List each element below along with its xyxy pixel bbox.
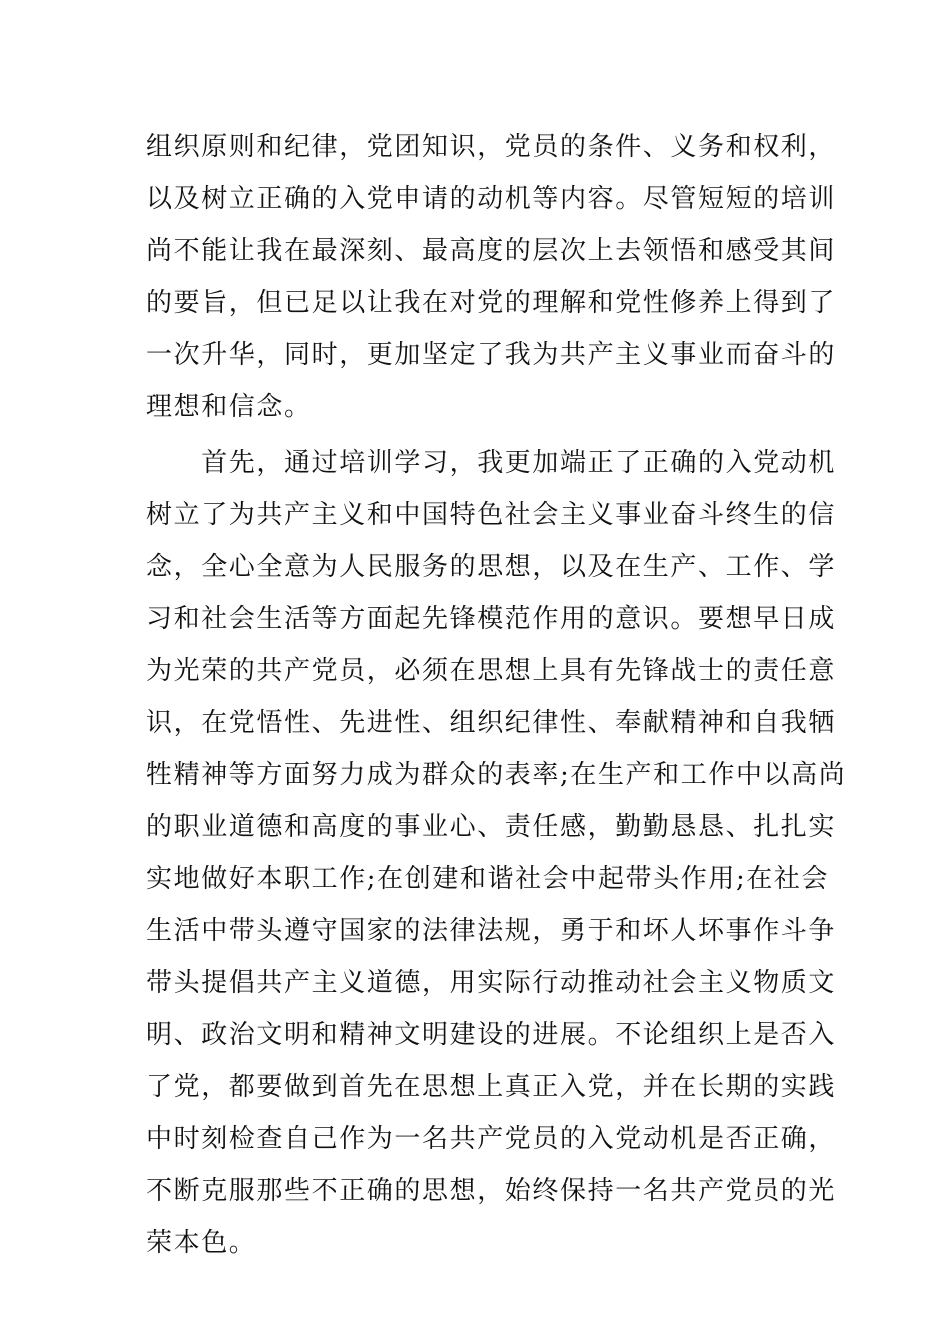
text-line: 明、政治文明和精神文明建设的进展。不论组织上是否入 bbox=[146, 1020, 837, 1050]
document-body bbox=[146, 121, 847, 1269]
text-line: 带头提倡共产主义道德，用实际行动推动社会主义物质文 bbox=[146, 968, 837, 998]
text-line: 牲精神等方面努力成为群众的表率;在生产和工作中以高尚 bbox=[146, 760, 847, 790]
paragraph-2 bbox=[146, 437, 847, 1269]
text-line: 荣本色。 bbox=[146, 1228, 257, 1258]
text-line: 识，在党悟性、先进性、组织纪律性、奉献精神和自我牺 bbox=[146, 708, 837, 738]
paragraph-1 bbox=[146, 121, 837, 433]
text-line: 组织原则和纪律，党团知识，党员的条件、义务和权利， bbox=[146, 132, 837, 162]
text-line: 中时刻检查自己作为一名共产党员的入党动机是否正确， bbox=[146, 1124, 837, 1154]
text-line: 一次升华，同时，更加坚定了我为共产主义事业而奋斗的 bbox=[146, 340, 837, 370]
text-line: 不断克服那些不正确的思想，始终保持一名共产党员的光 bbox=[146, 1176, 837, 1206]
text-line: 的要旨，但已足以让我在对党的理解和党性修养上得到了 bbox=[146, 288, 837, 318]
text-line: 以及树立正确的入党申请的动机等内容。尽管短短的培训 bbox=[146, 184, 837, 214]
text-line: 习和社会生活等方面起先锋模范作用的意识。要想早日成 bbox=[146, 604, 837, 634]
text-line: 念，全心全意为人民服务的思想，以及在生产、工作、学 bbox=[146, 552, 837, 582]
text-line: 树立了为共产主义和中国特色社会主义事业奋斗终生的信 bbox=[146, 500, 837, 530]
text-line: 了党，都要做到首先在思想上真正入党，并在长期的实践 bbox=[146, 1072, 837, 1102]
text-line: 尚不能让我在最深刻、最高度的层次上去领悟和感受其间 bbox=[146, 236, 837, 266]
text-line: 生活中带头遵守国家的法律法规，勇于和坏人坏事作斗争 bbox=[146, 916, 837, 946]
text-line: 首先，通过培训学习，我更加端正了正确的入党动机 bbox=[146, 448, 837, 478]
text-line: 理想和信念。 bbox=[146, 392, 312, 422]
text-line: 的职业道德和高度的事业心、责任感，勤勤恳恳、扎扎实 bbox=[146, 812, 837, 842]
text-line: 为光荣的共产党员，必须在思想上具有先锋战士的责任意 bbox=[146, 656, 837, 686]
text-line: 实地做好本职工作;在创建和谐社会中起带头作用;在社会 bbox=[146, 864, 830, 894]
